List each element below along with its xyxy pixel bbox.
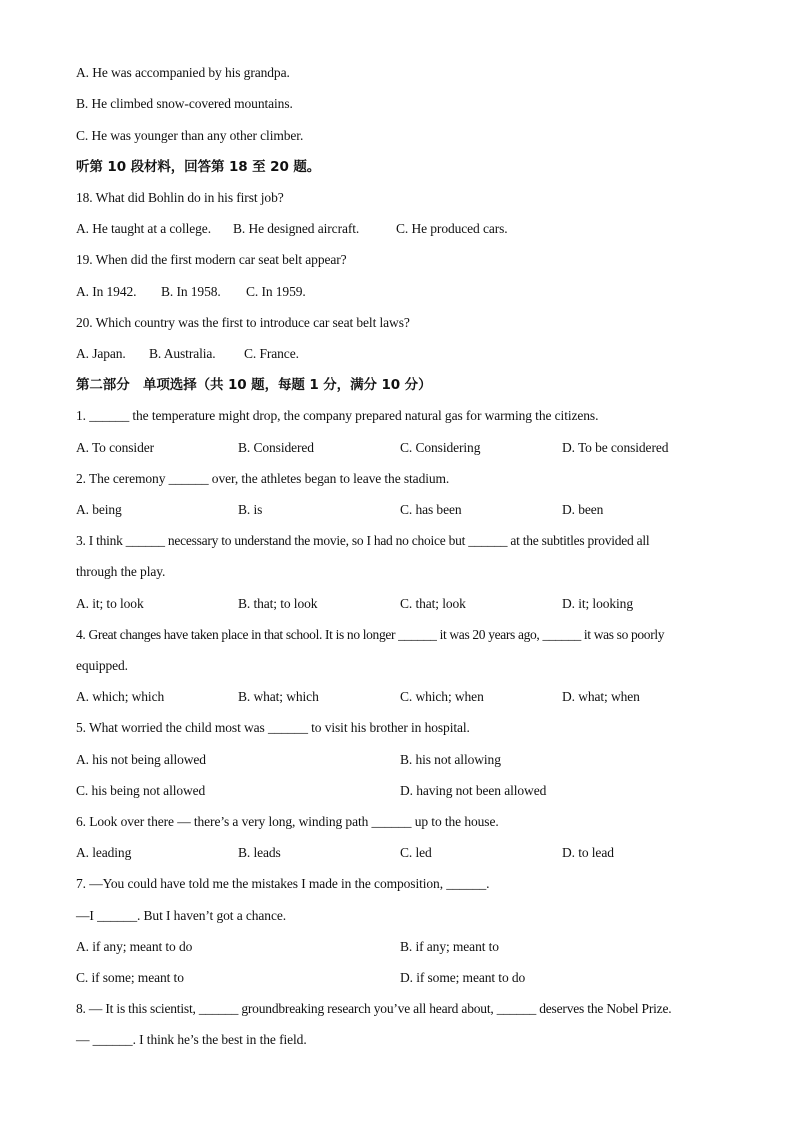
mc4-options [76, 689, 718, 705]
mc4-option-a: A. which; which [76, 689, 165, 704]
q17-option-b: B. He climbed snow-covered mountains. [76, 96, 293, 111]
q18-options [76, 221, 718, 237]
part-two-heading: 第二部分 单项选择（共 10 题，每题 1 分，满分 10 分） [76, 377, 432, 393]
q20-option-b: B. Australia. [149, 346, 216, 361]
mc3-options [76, 596, 718, 612]
mc5-option-d: D. having not been allowed [400, 783, 547, 798]
mc5-option-a: A. his not being allowed [76, 752, 206, 767]
mc3-option-c: C. that; look [400, 596, 466, 611]
mc6-option-b: B. leads [238, 845, 281, 860]
mc7-option-a: A. if any; meant to do [76, 939, 193, 954]
q20-stem: 20. Which country was the first to introduce car seat belt laws? [76, 315, 410, 330]
q17-option-c: C. He was younger than any other climber. [76, 128, 304, 143]
mc7-stem-line1: 7. —You could have told me the mistakes I made in the composition, ______. [76, 876, 490, 891]
mc2-option-c: C. has been [400, 502, 462, 517]
mc1-stem: 1. ______ the temperature might drop, the company prepared natural gas for warming the citizens. [76, 408, 599, 423]
mc7-options-row2 [76, 970, 718, 986]
mc1-option-a: A. To consider [76, 440, 155, 455]
mc3-stem-line1: 3. I think ______ necessary to understand the movie, so I had no choice but ______ at the subtitles provided all [76, 533, 650, 548]
mc7-options-row1 [76, 939, 718, 955]
mc6-option-c: C. led [400, 845, 432, 860]
q18-option-b: B. He designed aircraft. [233, 221, 360, 236]
mc7-option-c: C. if some; meant to [76, 970, 184, 985]
mc2-stem: 2. The ceremony ______ over, the athletes began to leave the stadium. [76, 471, 450, 486]
mc8-stem-line2: — ______. I think he’s the best in the field. [76, 1032, 307, 1047]
q18-option-c: C. He produced cars. [396, 221, 508, 236]
mc4-option-d: D. what; when [562, 689, 640, 704]
q17-option-a: A. He was accompanied by his grandpa. [76, 65, 290, 80]
mc1-option-d: D. To be considered [562, 440, 669, 455]
mc8-stem-line1: 8. — It is this scientist, ______ groundbreaking research you’ve all heard about, ______ deserves the Nobel Prize. [76, 1001, 672, 1016]
mc7-option-b: B. if any; meant to [400, 939, 499, 954]
q18-stem: 18. What did Bohlin do in his first job? [76, 190, 284, 205]
q19-option-b: B. In 1958. [161, 284, 221, 299]
mc6-option-d: D. to lead [562, 845, 614, 860]
q20-options [76, 346, 718, 362]
mc4-stem-line2: equipped. [76, 658, 128, 673]
section-heading-material-10: 听第 10 段材料，回答第 18 至 20 题。 [76, 159, 321, 175]
q20-option-c: C. France. [244, 346, 299, 361]
mc5-option-c: C. his being not allowed [76, 783, 206, 798]
mc3-option-d: D. it; looking [562, 596, 633, 611]
mc6-stem: 6. Look over there — there’s a very long, winding path ______ up to the house. [76, 814, 499, 829]
mc7-stem-line2: —I ______. But I haven’t got a chance. [76, 908, 287, 923]
mc7-option-d: D. if some; meant to do [400, 970, 526, 985]
q19-option-a: A. In 1942. [76, 284, 137, 299]
mc2-option-a: A. being [76, 502, 122, 517]
mc4-option-c: C. which; when [400, 689, 484, 704]
mc1-options [76, 440, 718, 456]
q19-stem: 19. When did the first modern car seat belt appear? [76, 252, 347, 267]
mc5-stem: 5. What worried the child most was ______ to visit his brother in hospital. [76, 720, 470, 735]
mc2-option-d: D. been [562, 502, 604, 517]
mc1-option-c: C. Considering [400, 440, 481, 455]
q19-option-c: C. In 1959. [246, 284, 306, 299]
mc3-option-a: A. it; to look [76, 596, 144, 611]
mc4-option-b: B. what; which [238, 689, 319, 704]
mc3-stem-line2: through the play. [76, 564, 166, 579]
q18-option-a: A. He taught at a college. [76, 221, 211, 236]
mc5-options-row2 [76, 783, 718, 799]
mc4-stem-line1: 4. Great changes have taken place in that school. It is no longer ______ it was 20 years ago, ______ it was so poorly [76, 627, 665, 642]
q19-options [76, 284, 718, 300]
mc1-option-b: B. Considered [238, 440, 314, 455]
mc3-option-b: B. that; to look [238, 596, 318, 611]
mc5-options-row1 [76, 752, 718, 768]
mc5-option-b: B. his not allowing [400, 752, 501, 767]
mc6-option-a: A. leading [76, 845, 132, 860]
mc2-options [76, 502, 718, 518]
mc2-option-b: B. is [238, 502, 263, 517]
q20-option-a: A. Japan. [76, 346, 126, 361]
mc6-options [76, 845, 718, 861]
